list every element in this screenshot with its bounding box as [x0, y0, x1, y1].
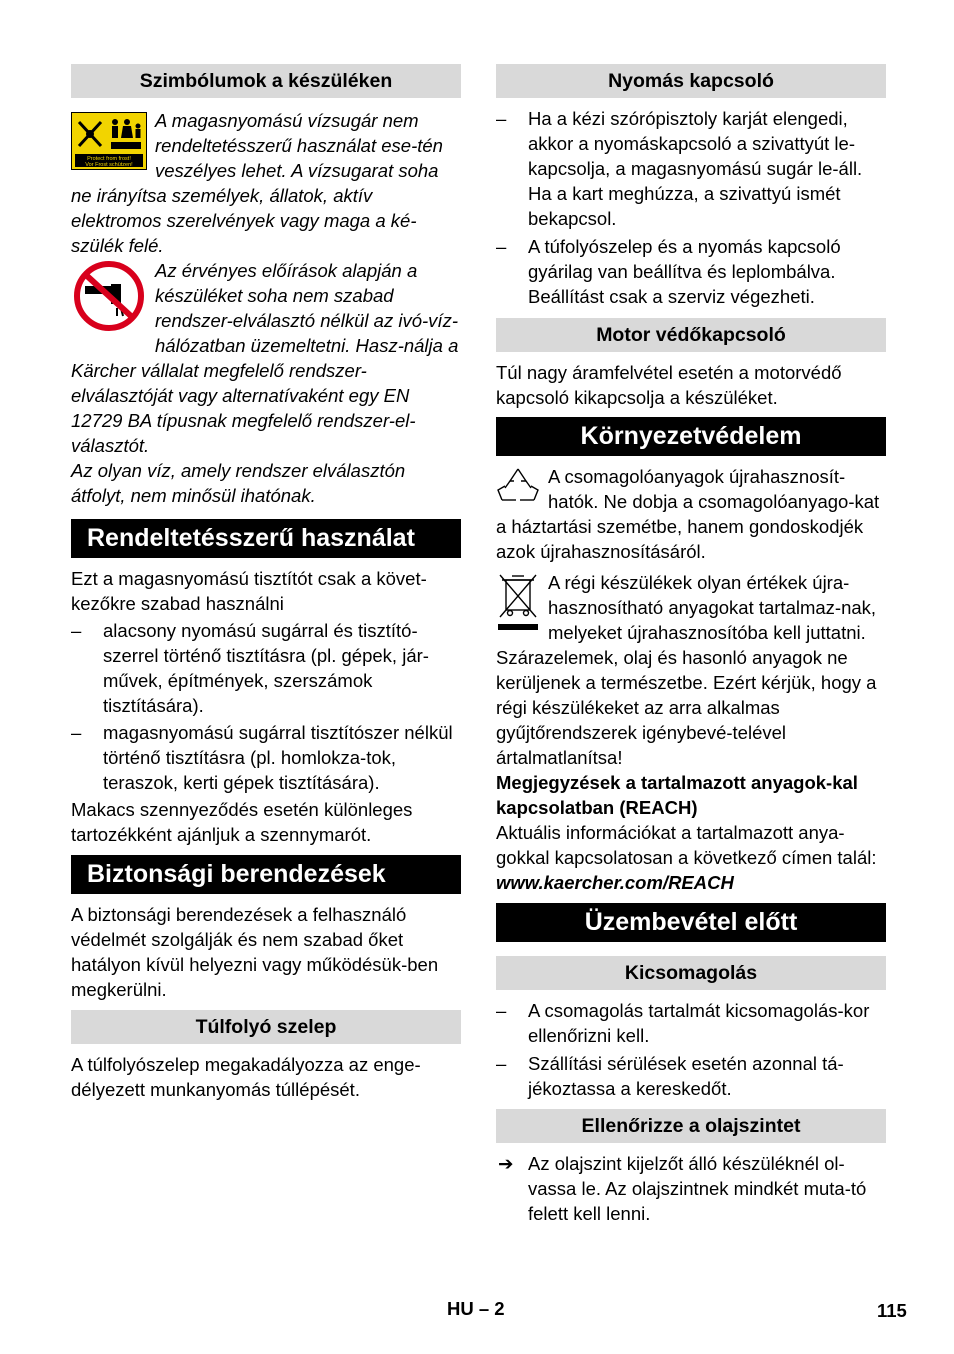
usage-item-1: – alacsony nyomású sugárral és tisztító-szerrel történő tisztításra (pl. gépek, jár-művek, építmények, szerszámok tisztítására).	[71, 618, 461, 718]
unpack-item-1: – A csomagolás tartalmát kicsomagolás-kor ellenőrizni kell.	[496, 998, 886, 1048]
recycle-icon	[496, 466, 540, 510]
section-overflow-heading: Túlfolyó szelep	[71, 1010, 461, 1044]
pressure-item-2: – A túfolyószelep és a nyomás kapcsoló gyárilag van beállítva és leplombálva. Beállítást csak a szerviz végezheti.	[496, 234, 886, 309]
section-unpack-heading: Kicsomagolás	[496, 956, 886, 990]
symbols-paragraph-1: A magasnyomású vízsugár nem rendeltetésszerű használat ese-tén veszélyes lehet. A vízsugarat soha ne irányítsa személyek, állatok, aktív elektromos szerelvények vagy maga a ké-szülék felé.	[71, 110, 443, 256]
environment-paragraph-2: A régi készülékek olyan értékek újra-hasznosítható anyagokat tartalmaz-nak, melyeket újrahasznosítóba kell juttatni. Szárazelemek, olaj és hasonló anyagok ne kerüljenek a természetbe. Ezért kérjük, hogy a régi készülékeket az arra alkalmas gyűjtőrendszerek igénybevé-telével ártalmatlanítsa!	[496, 572, 877, 768]
section-symbols-heading: Szimbólumok a készüléken	[71, 64, 461, 98]
arrow-right-icon: ➔	[498, 1153, 514, 1174]
usage-intro: Ezt a magasnyomású tisztítót csak a követ-kezőkre szabad használni	[71, 568, 427, 614]
usage-item-2: – magasnyomású sugárral tisztítószer nélkül történő tisztításra (pl. homlokza-tok, teraszok, kerti gépek tisztítására).	[71, 720, 461, 795]
reach-heading: Megjegyzések a tartalmazott anyagok-kal kapcsolatban (REACH)	[496, 772, 858, 818]
safety-text: A biztonsági berendezések a felhasználó védelmét szolgálják és nem szabad őket hatályon kívül helyezni vagy működésük-ben megkerülni.	[71, 904, 439, 1000]
symbols-paragraph-3: Az olyan víz, amely rendszer elválasztón átfolyt, nem minősül ihatónak.	[71, 460, 406, 506]
reach-link[interactable]: www.kaercher.com/REACH	[496, 872, 734, 893]
motor-text: Túl nagy áramfelvétel esetén a motorvédő kapcsoló kikapcsolja a készüléket.	[496, 362, 842, 408]
reach-text: Aktuális információkat a tartalmazott anya-gokkal kapcsolatosan a következő címen talál:	[496, 822, 877, 868]
section-startup-heading: Üzembevétel előtt	[496, 903, 886, 942]
no-drinking-water-icon	[71, 260, 147, 338]
environment-paragraph-1: A csomagolóanyagok újrahasznosít-hatók. Ne dobja a csomagolóanyago-kat a háztartási szemétbe, hanem gondoskodjék azok újrahasznosításáról.	[496, 466, 880, 562]
svg-text:Vor Frost schützen!: Vor Frost schützen!	[85, 162, 133, 168]
weee-bin-icon	[496, 572, 540, 640]
oil-instruction	[496, 1151, 886, 1226]
section-pressure-heading: Nyomás kapcsoló	[496, 64, 886, 98]
svg-text:Protect from frost!: Protect from frost!	[87, 156, 131, 162]
footer-page-number: 115	[877, 1300, 907, 1321]
section-motor-heading: Motor védőkapcsoló	[496, 318, 886, 352]
unpack-item-2: – Szállítási sérülések esetén azonnal tá-jékoztassa a kereskedőt.	[496, 1051, 886, 1101]
footer-language: HU – 2	[447, 1298, 505, 1319]
section-usage-heading: Rendeltetésszerű használat	[71, 519, 461, 558]
symbols-paragraph-2: Az érvényes előírások alapján a készüléket soha nem szabad rendszer-elválasztó nélkül az ivó-víz-hálózatban üzemeltetni. Hasz-nálja a Kärcher vállalat megfelelő rendszer-elválasztóját vagy alternatívaként egy EN 12729 BA típusnak megfelelő rendszer-el-választót.	[71, 260, 459, 456]
left-column	[71, 64, 461, 1102]
right-column	[496, 64, 886, 1226]
section-oil-heading: Ellenőrizze a olajszintet	[496, 1109, 886, 1143]
pressure-item-1: – Ha a kézi szórópisztoly karját elengedi, akkor a nyomáskapcsoló a szivattyút le-kapcsolja, a magasnyomású sugár le-áll. Ha a kart meghúzza, a szivattyú ismét bekapcsol.	[496, 106, 886, 231]
frost-warning-icon	[71, 112, 147, 176]
usage-outro: Makacs szennyeződés esetén különleges tartozékként ajánljuk a szennymarót.	[71, 799, 413, 845]
section-environment-heading: Környezetvédelem	[496, 417, 886, 456]
overflow-text: A túlfolyószelep megakadályozza az enge-délyezett munkanyomás túllépését.	[71, 1054, 421, 1100]
oil-text: Az olajszint kijelzőt álló készüléknél ol-vassa le. Az olajszintnek mindkét muta-tó felett kell lenni.	[528, 1153, 867, 1224]
section-safety-heading: Biztonsági berendezések	[71, 855, 461, 894]
